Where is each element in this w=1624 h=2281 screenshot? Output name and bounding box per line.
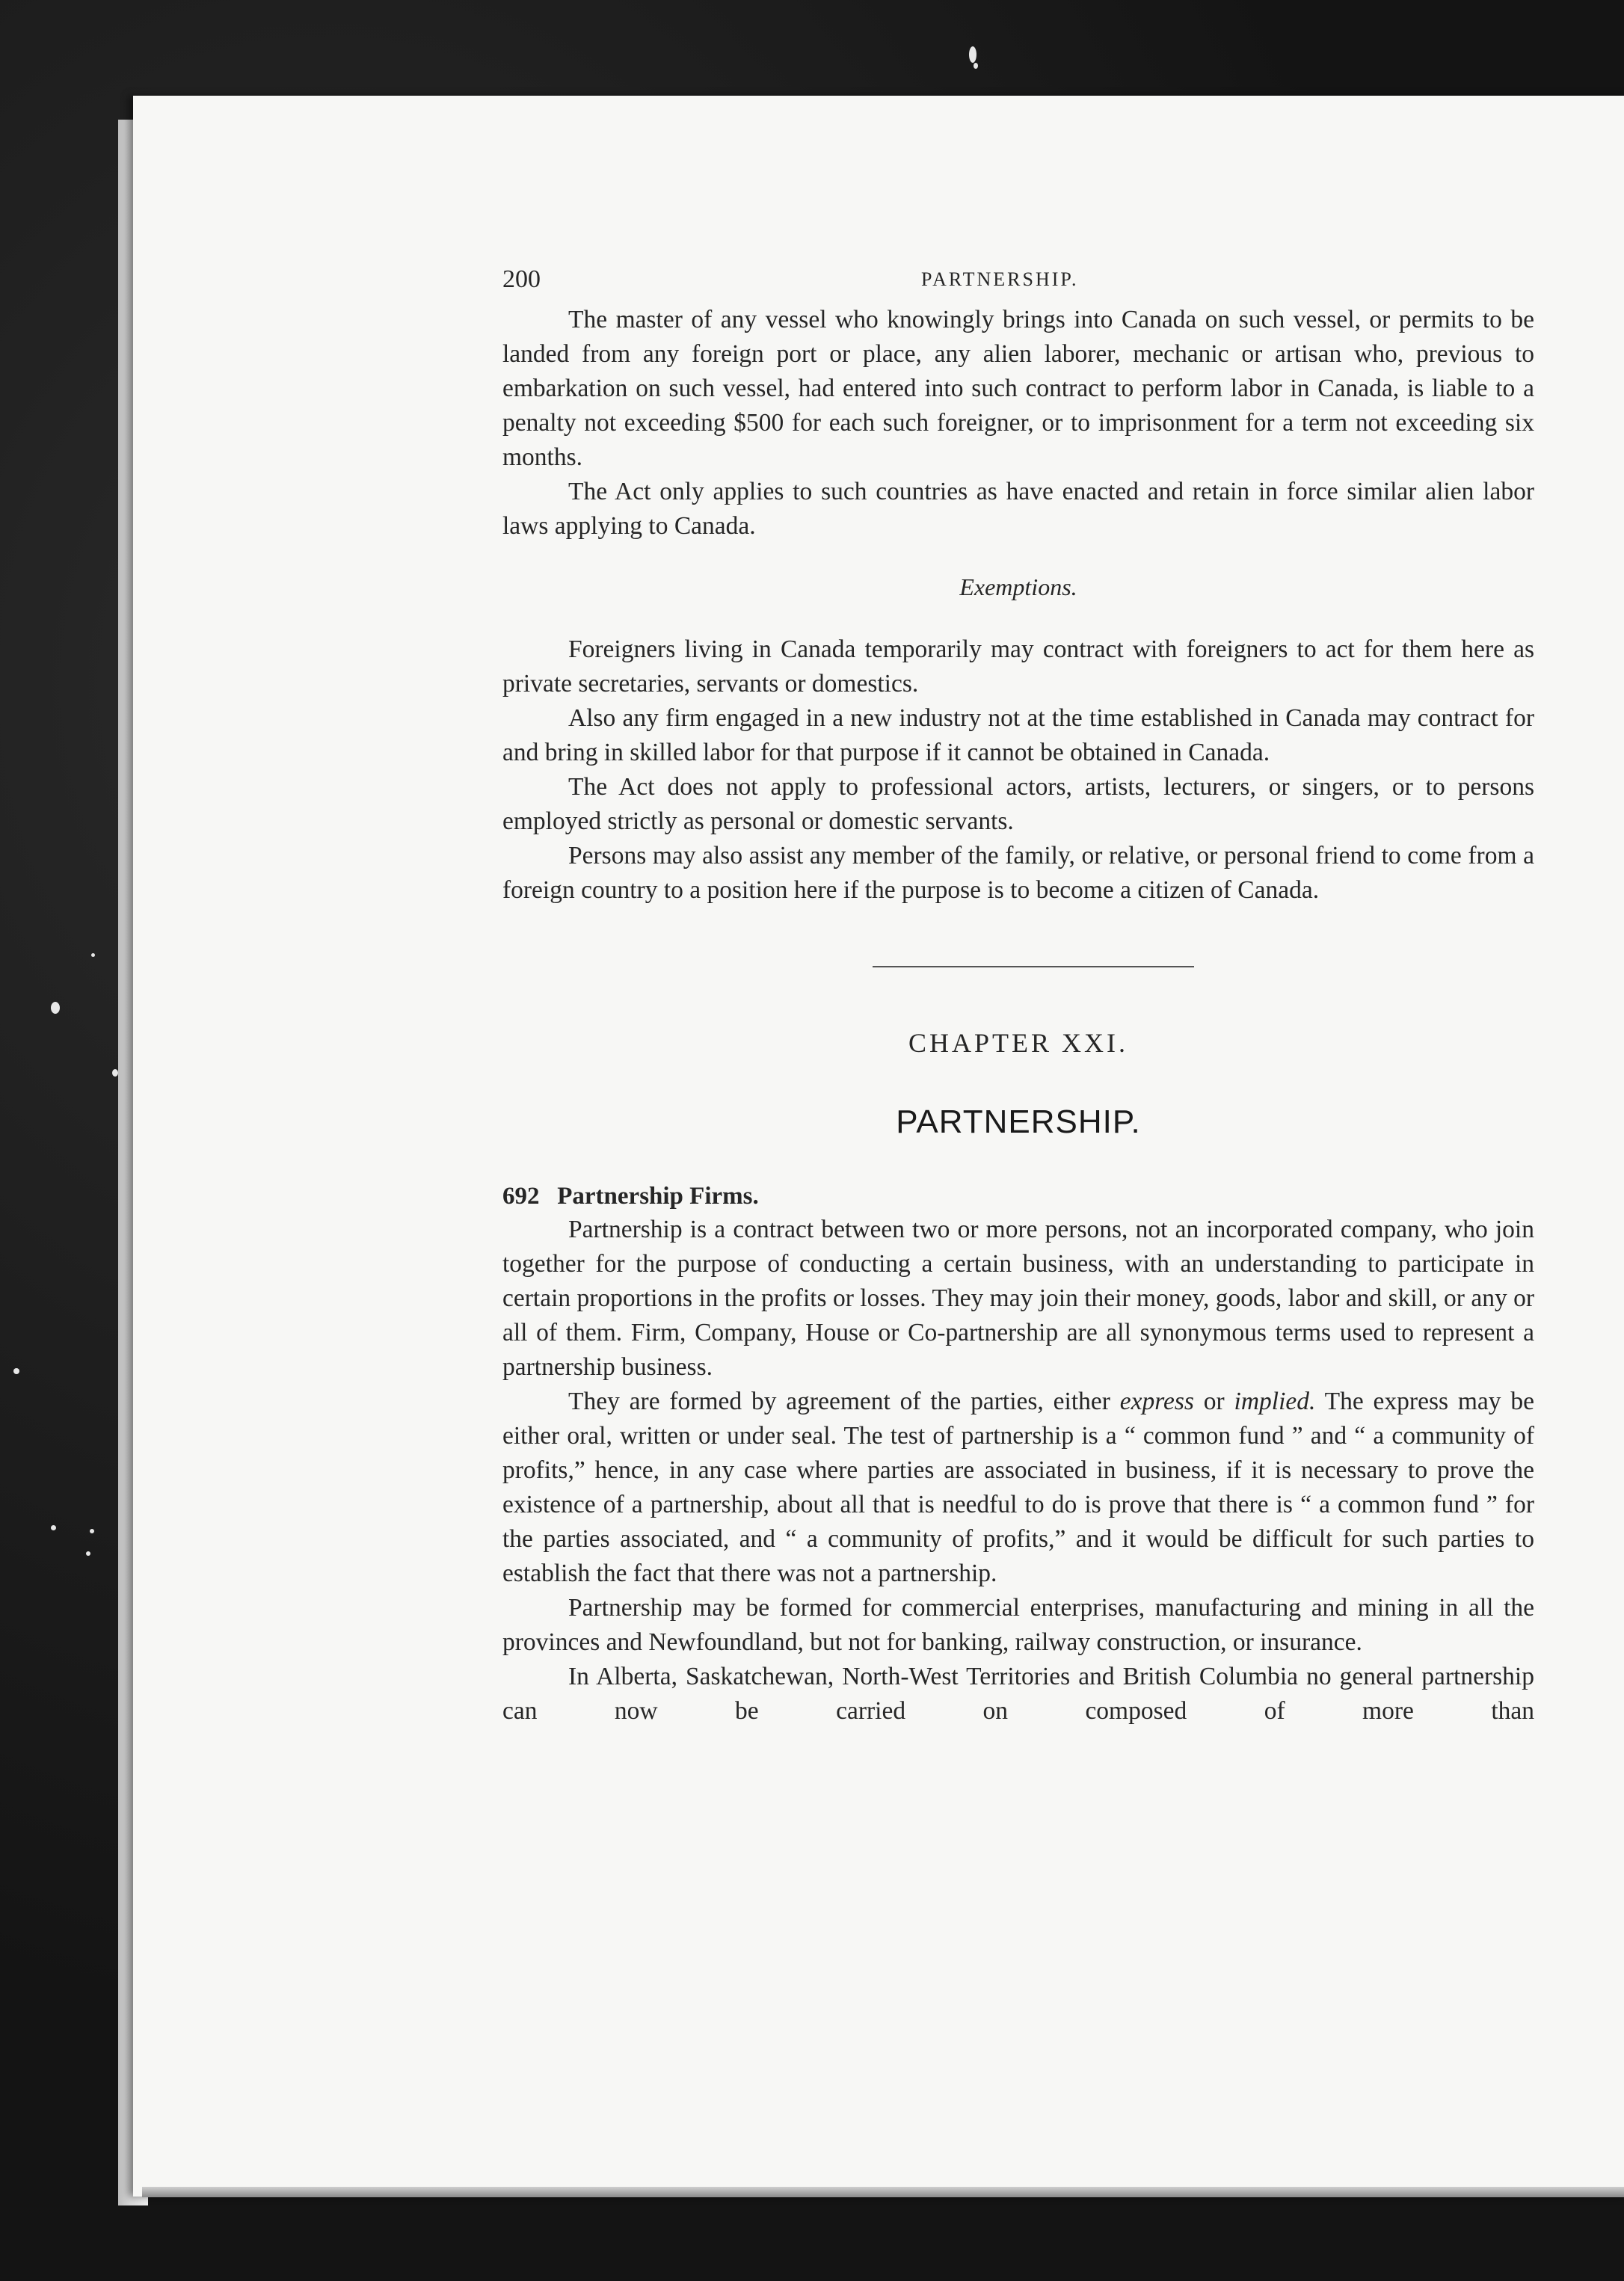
dust-speck [969, 46, 976, 63]
dust-speck [90, 1529, 94, 1533]
section-title: Partnership Firms. [557, 1183, 759, 1210]
paragraph: Partnership is a contract between two or more persons, not an incorporated company, who join together for the purpose of conducting a certain business, with an understanding to participate in certain proportions in the profits or losses. They may join their money, goods, labor and skill, or any or all of them. Firm, Company, House or Co-partnership are all synonymous terms used to represent a partnership business. [502, 1216, 1534, 1381]
chapter-label: CHAPTER XXI. [908, 1028, 1128, 1058]
text-run: or [1193, 1388, 1234, 1415]
chapter-title: PARTNERSHIP. [896, 1103, 1141, 1140]
page-bottom-edge [142, 2187, 1624, 2197]
paragraph: The master of any vessel who knowingly brings into Canada on such vessel, or permits to be landed from any foreign port or place, any alien laborer, mechanic or artisan who, previous to embarkation on such vessel, had entered into such contract to perform labor in Canada, is liable to a penalty not exceeding $500 for each such foreigner, or to imprisonment for a term not exceeding six months. [502, 306, 1534, 471]
dust-speck [13, 1368, 19, 1374]
section-heading [502, 1180, 1534, 1213]
page-number: 200 [502, 265, 541, 293]
page-content [502, 265, 1534, 1729]
paragraph: The Act only applies to such countries as have enacted and retain in force similar alien labor laws applying to Canada. [502, 478, 1534, 540]
dust-speck [112, 1069, 118, 1077]
running-title: PARTNERSHIP. [921, 268, 1079, 290]
dust-speck [91, 953, 95, 957]
dust-speck [86, 1551, 90, 1556]
section-number: 692 [502, 1183, 540, 1210]
text-run: The express may be either oral, written or under seal. The test of partnership is a “ common fund ” and “ a community of profits,” hence, in any case where parties are associated in business, if it is necessary to prove the existence of a partnership, about all that is needful to do is prove that there is “ a common fund ” for the parties associated, and “ a community of profits,” and it would be difficult for such parties to establish the fact that there was not a partnership. [502, 1388, 1534, 1587]
dust-speck [51, 1525, 56, 1530]
exemptions-heading: Exemptions. [959, 573, 1077, 600]
dust-speck [51, 1002, 60, 1014]
dust-speck [974, 63, 978, 69]
paragraph: Partnership may be formed for commercial enterprises, manufacturing and mining in all the provinces and Newfoundland, but not for banking, railway construction, or insurance. [502, 1594, 1534, 1656]
chapter-divider [873, 966, 1194, 967]
exemptions-section [502, 632, 1534, 908]
paragraph: The Act does not apply to professional actors, artists, lecturers, or singers, or to persons employed strictly as personal or domestic servants. [502, 773, 1534, 835]
emphasis-implied: implied. [1234, 1388, 1316, 1415]
alien-labor-section [502, 303, 1534, 544]
text-run: They are formed by agreement of the parties, either [568, 1388, 1120, 1415]
paragraph: Foreigners living in Canada temporarily may contract with foreigners to act for them here as private secretaries, servants or domestics. [502, 635, 1534, 698]
partnership-section [502, 1213, 1534, 1729]
paragraph [502, 1385, 1534, 1591]
paragraph: Persons may also assist any member of the family, or relative, or personal friend to come from a foreign country to a position here if the purpose is to become a citizen of Canada. [502, 842, 1534, 904]
emphasis-express: express [1119, 1388, 1194, 1415]
paragraph: In Alberta, Saskatchewan, North-West Territories and British Columbia no general partnership can now be carried on composed of more than [502, 1663, 1534, 1725]
paragraph: Also any firm engaged in a new industry not at the time established in Canada may contract for and bring in skilled labor for that purpose if it cannot be obtained in Canada. [502, 704, 1534, 766]
running-head [502, 265, 1534, 303]
